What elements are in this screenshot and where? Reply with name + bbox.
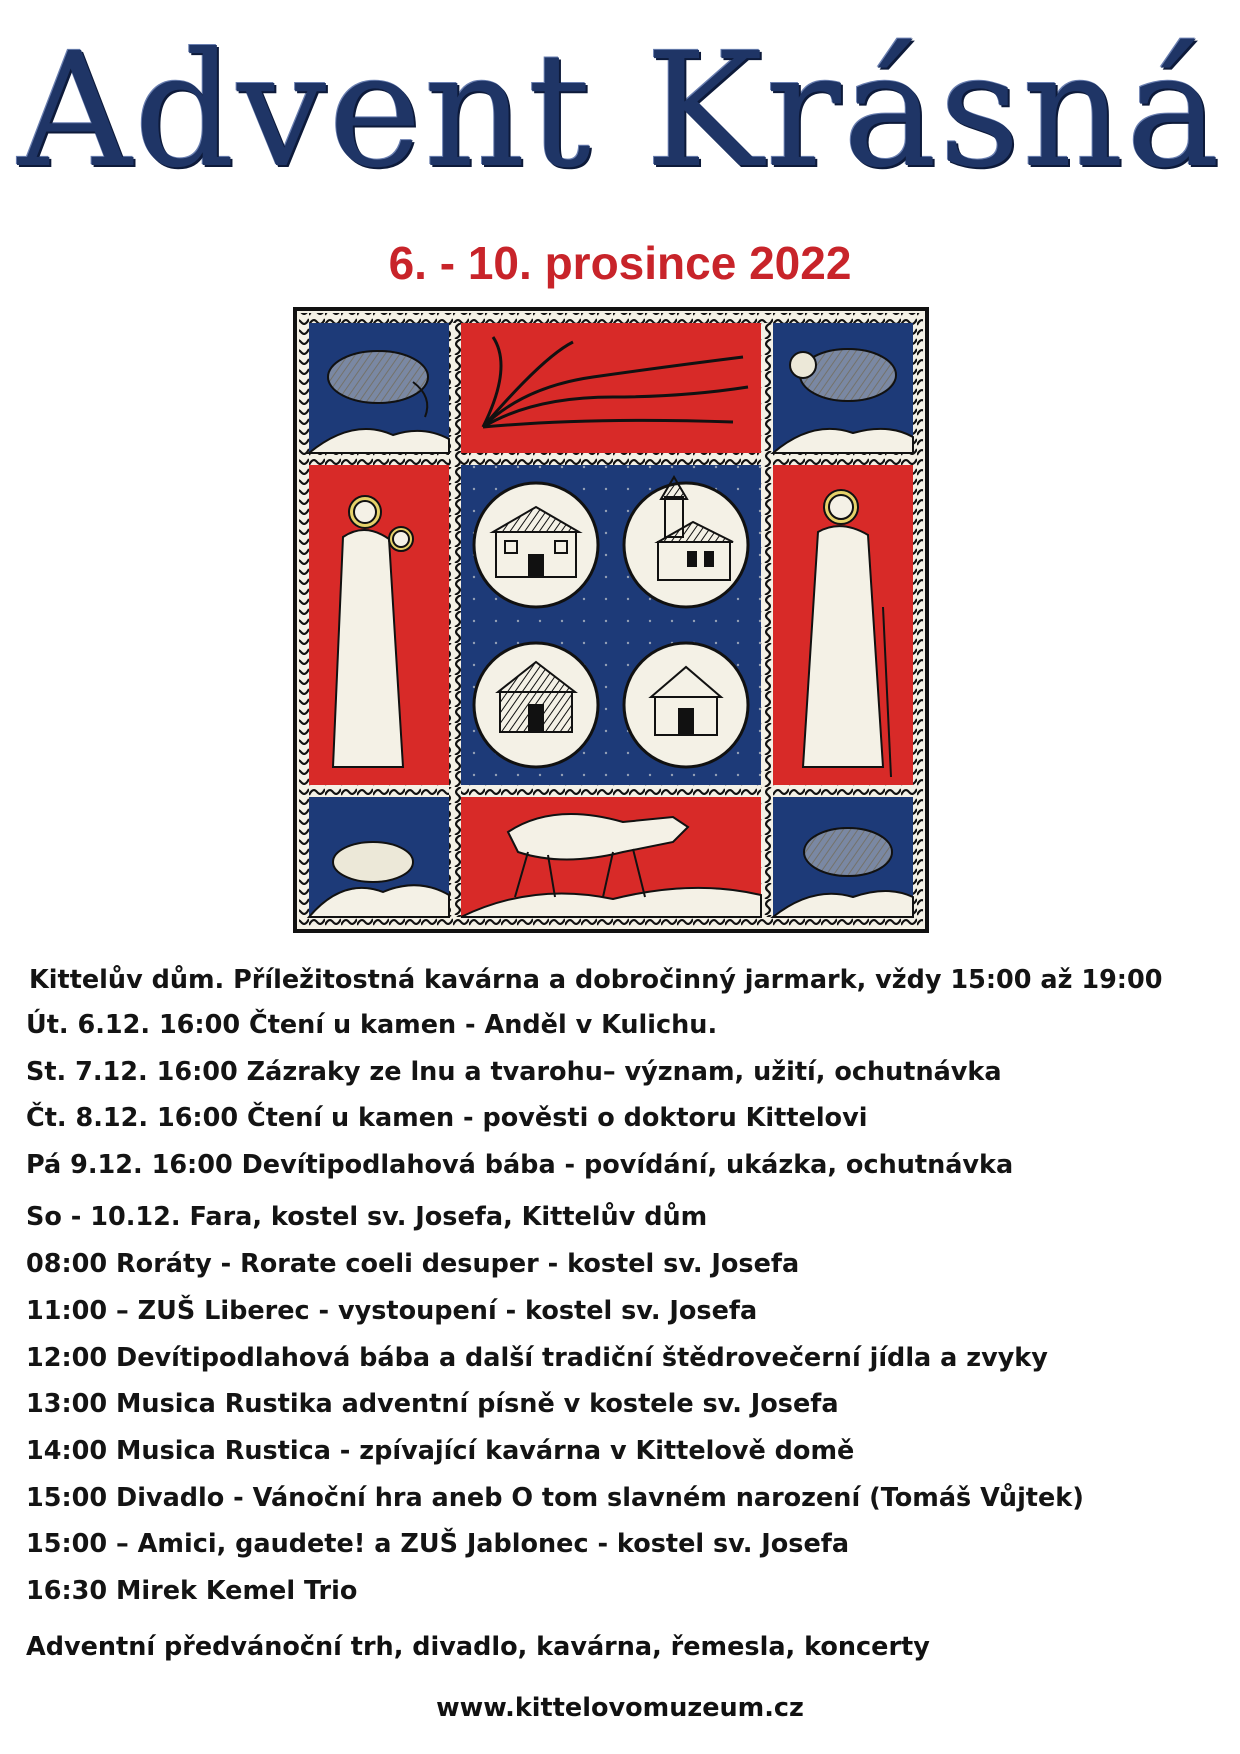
program-line-3: Čt. 8.12. 16:00 Čtení u kamen - pověsti o doktoru Kittelovi (26, 1103, 868, 1133)
program-line-7: 11:00 – ZUŠ Liberec - vystoupení - kostel sv. Josefa (26, 1296, 758, 1326)
program-line-5: So - 10.12. Fara, kostel sv. Josefa, Kittelův dům (26, 1202, 708, 1232)
program-line-12: 15:00 – Amici, gaudete! a ZUŠ Jablonec - kostel sv. Josefa (26, 1529, 850, 1559)
program-line-9: 13:00 Musica Rustika adventní písně v kostele sv. Josefa (26, 1389, 839, 1419)
program-line-2: St. 7.12. 16:00 Zázraky ze lnu a tvarohu– význam, užití, ochutnávka (26, 1057, 1002, 1087)
program-line-11: 15:00 Divadlo - Vánoční hra aneb O tom slavném narození (Tomáš Vůjtek) (26, 1483, 1084, 1513)
program-line-6: 08:00 Roráty - Rorate coeli desuper - kostel sv. Josefa (26, 1249, 800, 1279)
poster-dates: 6. - 10. prosince 2022 (388, 237, 852, 289)
program-line-4: Pá 9.12. 16:00 Devítipodlahová bába - povídání, ukázka, ochutnávka (26, 1150, 1014, 1180)
program-line-0: Kittelův dům. Příležitostná kavárna a dobročinný jarmark, vždy 15:00 až 19:00 (29, 965, 1163, 995)
program-line-10: 14:00 Musica Rustica - zpívající kavárna v Kittelově domě (26, 1436, 855, 1466)
website-link[interactable]: www.kittelovomuzeum.cz (436, 1693, 804, 1723)
advent-artwork (293, 307, 929, 933)
program-line-8: 12:00 Devítipodlahová bába a další tradiční štědrovečerní jídla a zvyky (26, 1343, 1048, 1373)
footer-summary: Adventní předvánoční trh, divadlo, kavárna, řemesla, koncerty (26, 1632, 930, 1662)
program-line-13: 16:30 Mirek Kemel Trio (26, 1576, 358, 1606)
panel-top-middle (461, 323, 761, 453)
program-line-1: Út. 6.12. 16:00 Čtení u kamen - Anděl v Kulichu. (26, 1010, 718, 1040)
poster-title: Advent Krásná (17, 19, 1223, 203)
